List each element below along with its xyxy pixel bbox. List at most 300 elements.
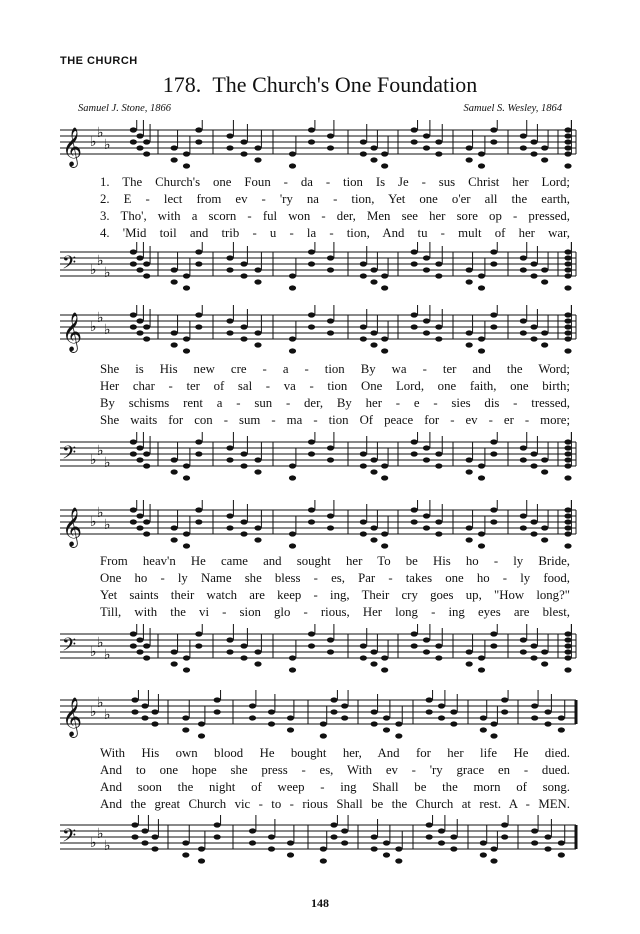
note-head (289, 348, 296, 353)
lyric-line: Her char - ter of sal - va - tion One Lord, one faith, one birth; (100, 379, 570, 393)
note-head (131, 709, 138, 714)
note-head (195, 261, 202, 266)
note-head (143, 261, 150, 266)
lyric-line: 2. E - lect from ev - 'ry na - tion, Yet one o'er all the earth, (100, 192, 570, 206)
note-head (564, 475, 571, 480)
note-head (182, 715, 189, 720)
flat-icon: ♭ (90, 514, 97, 530)
note-head (564, 643, 571, 648)
note-head (360, 139, 367, 144)
note-head (501, 709, 508, 714)
note-head (171, 330, 178, 335)
note-head (490, 519, 497, 524)
note-head (501, 834, 508, 839)
note-head (541, 537, 548, 542)
note-head (564, 507, 571, 512)
note-head (151, 846, 158, 851)
note-head (308, 249, 315, 254)
note-head (411, 451, 418, 456)
note-head (171, 649, 178, 654)
note-head (558, 727, 565, 732)
note-head (360, 655, 367, 660)
note-head (249, 840, 256, 845)
note-head (195, 249, 202, 254)
note-head (564, 127, 571, 132)
note-head (423, 318, 430, 323)
note-head (141, 715, 148, 720)
note-head (564, 445, 571, 450)
note-head (371, 721, 378, 726)
lyric-line: By schisms rent a - sun - der, By her - e - sies dis - tressed, (100, 396, 570, 410)
note-head (268, 846, 275, 851)
note-head (426, 709, 433, 714)
note-head (478, 348, 485, 353)
note-head (520, 318, 527, 323)
note-head (490, 324, 497, 329)
note-head (541, 457, 548, 462)
note-head (143, 655, 150, 660)
note-head (520, 267, 527, 272)
flat-icon: ♭ (104, 838, 111, 854)
flat-icon: ♭ (90, 835, 97, 851)
flat-icon: ♭ (104, 517, 111, 533)
note-head (466, 157, 473, 162)
treble-staff-1 (48, 120, 588, 175)
lyric-line: And to one hope she press - es, With ev - 'ry grace en - dued. (100, 763, 570, 777)
note-head (564, 348, 571, 353)
bass-clef-icon: 𝄢 (62, 253, 77, 278)
lyric-line: One ho - ly Name she bless - es, Par - takes one ho - ly food, (100, 571, 570, 585)
flat-icon: ♭ (104, 137, 111, 153)
note-head (198, 858, 205, 863)
note-head (130, 451, 137, 456)
note-head (564, 255, 571, 260)
note-head (171, 342, 178, 347)
note-head (141, 840, 148, 845)
treble-staff-3 (48, 500, 588, 555)
note-head (544, 709, 551, 714)
note-head (490, 643, 497, 648)
note-head (254, 537, 261, 542)
treble-staff-4 (48, 690, 588, 745)
note-head (330, 834, 337, 839)
note-head (182, 852, 189, 857)
note-head (360, 463, 367, 468)
note-head (490, 127, 497, 132)
note-head (423, 649, 430, 654)
note-head (171, 469, 178, 474)
note-head (478, 151, 485, 156)
note-head (426, 697, 433, 702)
note-head (360, 273, 367, 278)
note-head (360, 643, 367, 648)
flat-icon: ♭ (97, 826, 104, 842)
note-head (478, 531, 485, 536)
note-head (214, 709, 221, 714)
note-head (426, 834, 433, 839)
flat-icon: ♭ (104, 265, 111, 281)
note-head (289, 543, 296, 548)
note-head (541, 145, 548, 150)
note-head (564, 145, 571, 150)
note-head (564, 531, 571, 536)
note-head (143, 531, 150, 536)
note-head (530, 531, 537, 536)
flat-icon: ♭ (97, 695, 104, 711)
note-head (520, 255, 527, 260)
note-head (564, 163, 571, 168)
note-head (423, 145, 430, 150)
note-head (195, 139, 202, 144)
note-head (183, 348, 190, 353)
note-head (371, 834, 378, 839)
note-head (530, 519, 537, 524)
note-head (490, 439, 497, 444)
note-head (249, 715, 256, 720)
note-head (130, 139, 137, 144)
note-head (308, 261, 315, 266)
note-head (466, 457, 473, 462)
note-head (395, 858, 402, 863)
note-head (564, 667, 571, 672)
section-heading: THE CHURCH (60, 55, 138, 67)
note-head (240, 151, 247, 156)
note-head (564, 463, 571, 468)
note-head (226, 330, 233, 335)
note-head (531, 715, 538, 720)
note-head (541, 342, 548, 347)
note-head (151, 709, 158, 714)
note-head (136, 649, 143, 654)
note-head (564, 457, 571, 462)
note-head (435, 139, 442, 144)
music-credit: Samuel S. Wesley, 1864 (463, 103, 562, 114)
bass-staff-3 (48, 624, 588, 684)
note-head (143, 336, 150, 341)
note-head (240, 324, 247, 329)
note-head (136, 318, 143, 323)
note-head (466, 342, 473, 347)
note-head (564, 513, 571, 518)
note-head (478, 543, 485, 548)
note-head (308, 519, 315, 524)
note-head (327, 445, 334, 450)
note-head (289, 655, 296, 660)
note-head (254, 157, 261, 162)
note-head (564, 655, 571, 660)
note-head (195, 519, 202, 524)
flat-icon: ♭ (104, 647, 111, 663)
note-head (214, 697, 221, 702)
note-head (268, 709, 275, 714)
note-head (395, 721, 402, 726)
note-head (478, 667, 485, 672)
note-head (435, 463, 442, 468)
note-head (370, 342, 377, 347)
note-head (541, 661, 548, 666)
note-head (531, 828, 538, 833)
note-head (254, 279, 261, 284)
note-head (564, 312, 571, 317)
note-head (478, 163, 485, 168)
note-head (450, 834, 457, 839)
note-head (558, 852, 565, 857)
hymn-title (0, 72, 640, 98)
note-head (501, 822, 508, 827)
note-head (478, 273, 485, 278)
note-head (327, 513, 334, 518)
note-head (370, 157, 377, 162)
note-head (341, 828, 348, 833)
note-head (490, 858, 497, 863)
note-head (195, 127, 202, 132)
note-head (143, 451, 150, 456)
note-head (435, 531, 442, 536)
note-head (182, 840, 189, 845)
note-head (131, 834, 138, 839)
note-head (371, 709, 378, 714)
lyric-line: And soon the night of weep - ing Shall be the morn of song. (100, 780, 570, 794)
note-head (466, 469, 473, 474)
note-head (136, 255, 143, 260)
note-head (564, 139, 571, 144)
note-head (558, 715, 565, 720)
lyric-line: She is His new cre - a - tion By wa - ter and the Word; (100, 362, 570, 376)
note-head (226, 318, 233, 323)
note-head (240, 643, 247, 648)
note-head (370, 279, 377, 284)
note-head (240, 463, 247, 468)
note-head (327, 133, 334, 138)
note-head (254, 457, 261, 462)
note-head (564, 267, 571, 272)
note-head (370, 537, 377, 542)
note-head (287, 840, 294, 845)
lyric-line: 3. Tho', with a scorn - ful won - der, Men see her sore op - pressed, (100, 209, 570, 223)
note-head (480, 840, 487, 845)
note-head (383, 852, 390, 857)
note-head (381, 273, 388, 278)
note-head (381, 348, 388, 353)
note-head (564, 519, 571, 524)
note-head (360, 531, 367, 536)
note-head (411, 312, 418, 317)
treble-clef-icon: 𝄞 (62, 507, 83, 547)
note-head (438, 840, 445, 845)
note-head (490, 507, 497, 512)
note-head (171, 525, 178, 530)
note-head (520, 649, 527, 654)
note-head (383, 840, 390, 845)
note-head (564, 649, 571, 654)
note-head (308, 324, 315, 329)
note-head (381, 151, 388, 156)
note-head (183, 273, 190, 278)
note-head (426, 822, 433, 827)
note-head (435, 273, 442, 278)
note-head (520, 513, 527, 518)
note-head (136, 267, 143, 272)
note-head (308, 507, 315, 512)
note-head (530, 151, 537, 156)
note-head (198, 846, 205, 851)
note-head (564, 151, 571, 156)
note-head (171, 279, 178, 284)
note-head (411, 643, 418, 648)
note-head (183, 543, 190, 548)
note-head (466, 279, 473, 284)
note-head (195, 451, 202, 456)
hymn-number: 178. (162, 72, 202, 97)
note-head (530, 324, 537, 329)
note-head (370, 330, 377, 335)
note-head (530, 261, 537, 266)
note-head (330, 697, 337, 702)
note-head (531, 840, 538, 845)
note-head (466, 649, 473, 654)
note-head (289, 463, 296, 468)
note-head (320, 721, 327, 726)
note-head (130, 643, 137, 648)
note-head (226, 145, 233, 150)
note-head (226, 649, 233, 654)
note-head (490, 312, 497, 317)
note-head (370, 457, 377, 462)
note-head (254, 267, 261, 272)
note-head (254, 330, 261, 335)
treble-clef-icon: 𝄞 (62, 127, 83, 167)
note-head (480, 852, 487, 857)
note-head (371, 846, 378, 851)
note-head (450, 846, 457, 851)
note-head (327, 457, 334, 462)
note-head (130, 261, 137, 266)
note-head (130, 324, 137, 329)
note-head (564, 543, 571, 548)
note-head (308, 439, 315, 444)
note-head (520, 445, 527, 450)
note-head (130, 439, 137, 444)
note-head (541, 525, 548, 530)
note-head (383, 727, 390, 732)
note-head (143, 139, 150, 144)
lyric-line: 4. 'Mid toil and trib - u - la - tion, And tu - mult of her war, (100, 226, 570, 240)
note-head (143, 463, 150, 468)
note-head (438, 828, 445, 833)
note-head (143, 643, 150, 648)
note-head (327, 145, 334, 150)
note-head (249, 703, 256, 708)
note-head (423, 133, 430, 138)
note-head (183, 463, 190, 468)
note-head (370, 649, 377, 654)
note-head (308, 312, 315, 317)
note-head (411, 324, 418, 329)
note-head (541, 157, 548, 162)
note-head (411, 249, 418, 254)
note-head (240, 531, 247, 536)
note-head (411, 127, 418, 132)
note-head (564, 273, 571, 278)
note-head (466, 537, 473, 542)
note-head (195, 631, 202, 636)
note-head (226, 457, 233, 462)
lyric-line: From heav'n He came and sought her To be His ho - ly Bride, (100, 554, 570, 568)
note-head (395, 846, 402, 851)
note-head (240, 451, 247, 456)
lyric-line: She waits for con - sum - ma - tion Of peace for - ev - er - more; (100, 413, 570, 427)
note-head (370, 469, 377, 474)
note-head (341, 703, 348, 708)
note-head (195, 507, 202, 512)
note-head (268, 834, 275, 839)
note-head (171, 457, 178, 462)
note-head (268, 721, 275, 726)
note-head (530, 273, 537, 278)
note-head (520, 525, 527, 530)
note-head (226, 445, 233, 450)
note-head (490, 139, 497, 144)
flat-icon: ♭ (90, 644, 97, 660)
note-head (411, 519, 418, 524)
bass-clef-icon: 𝄢 (62, 635, 77, 660)
note-head (183, 475, 190, 480)
lyrics-block-4 (100, 745, 570, 813)
note-head (450, 721, 457, 726)
note-head (240, 261, 247, 266)
note-head (143, 324, 150, 329)
bass-clef-icon: 𝄢 (62, 826, 77, 851)
note-head (198, 721, 205, 726)
note-head (564, 324, 571, 329)
note-head (478, 285, 485, 290)
treble-clef-icon: 𝄞 (62, 312, 83, 352)
note-head (130, 631, 137, 636)
note-head (423, 330, 430, 335)
note-head (435, 519, 442, 524)
note-head (520, 133, 527, 138)
note-head (360, 261, 367, 266)
note-head (136, 145, 143, 150)
note-head (544, 834, 551, 839)
note-head (541, 279, 548, 284)
bass-staff-4 (48, 815, 588, 875)
note-head (564, 249, 571, 254)
note-head (308, 127, 315, 132)
note-head (411, 261, 418, 266)
note-head (327, 318, 334, 323)
flat-icon: ♭ (90, 134, 97, 150)
note-head (254, 649, 261, 654)
note-head (130, 249, 137, 254)
note-head (327, 525, 334, 530)
note-head (131, 822, 138, 827)
note-head (383, 715, 390, 720)
note-head (478, 475, 485, 480)
note-head (435, 324, 442, 329)
note-head (136, 525, 143, 530)
bass-staff-2 (48, 432, 588, 492)
note-head (381, 667, 388, 672)
lyric-line: And the great Church vic - to - rious Shall be the Church at rest. A - MEN. (100, 797, 570, 811)
note-head (289, 667, 296, 672)
note-head (478, 336, 485, 341)
note-head (130, 507, 137, 512)
note-head (136, 133, 143, 138)
flat-icon: ♭ (90, 262, 97, 278)
note-head (435, 643, 442, 648)
note-head (289, 475, 296, 480)
